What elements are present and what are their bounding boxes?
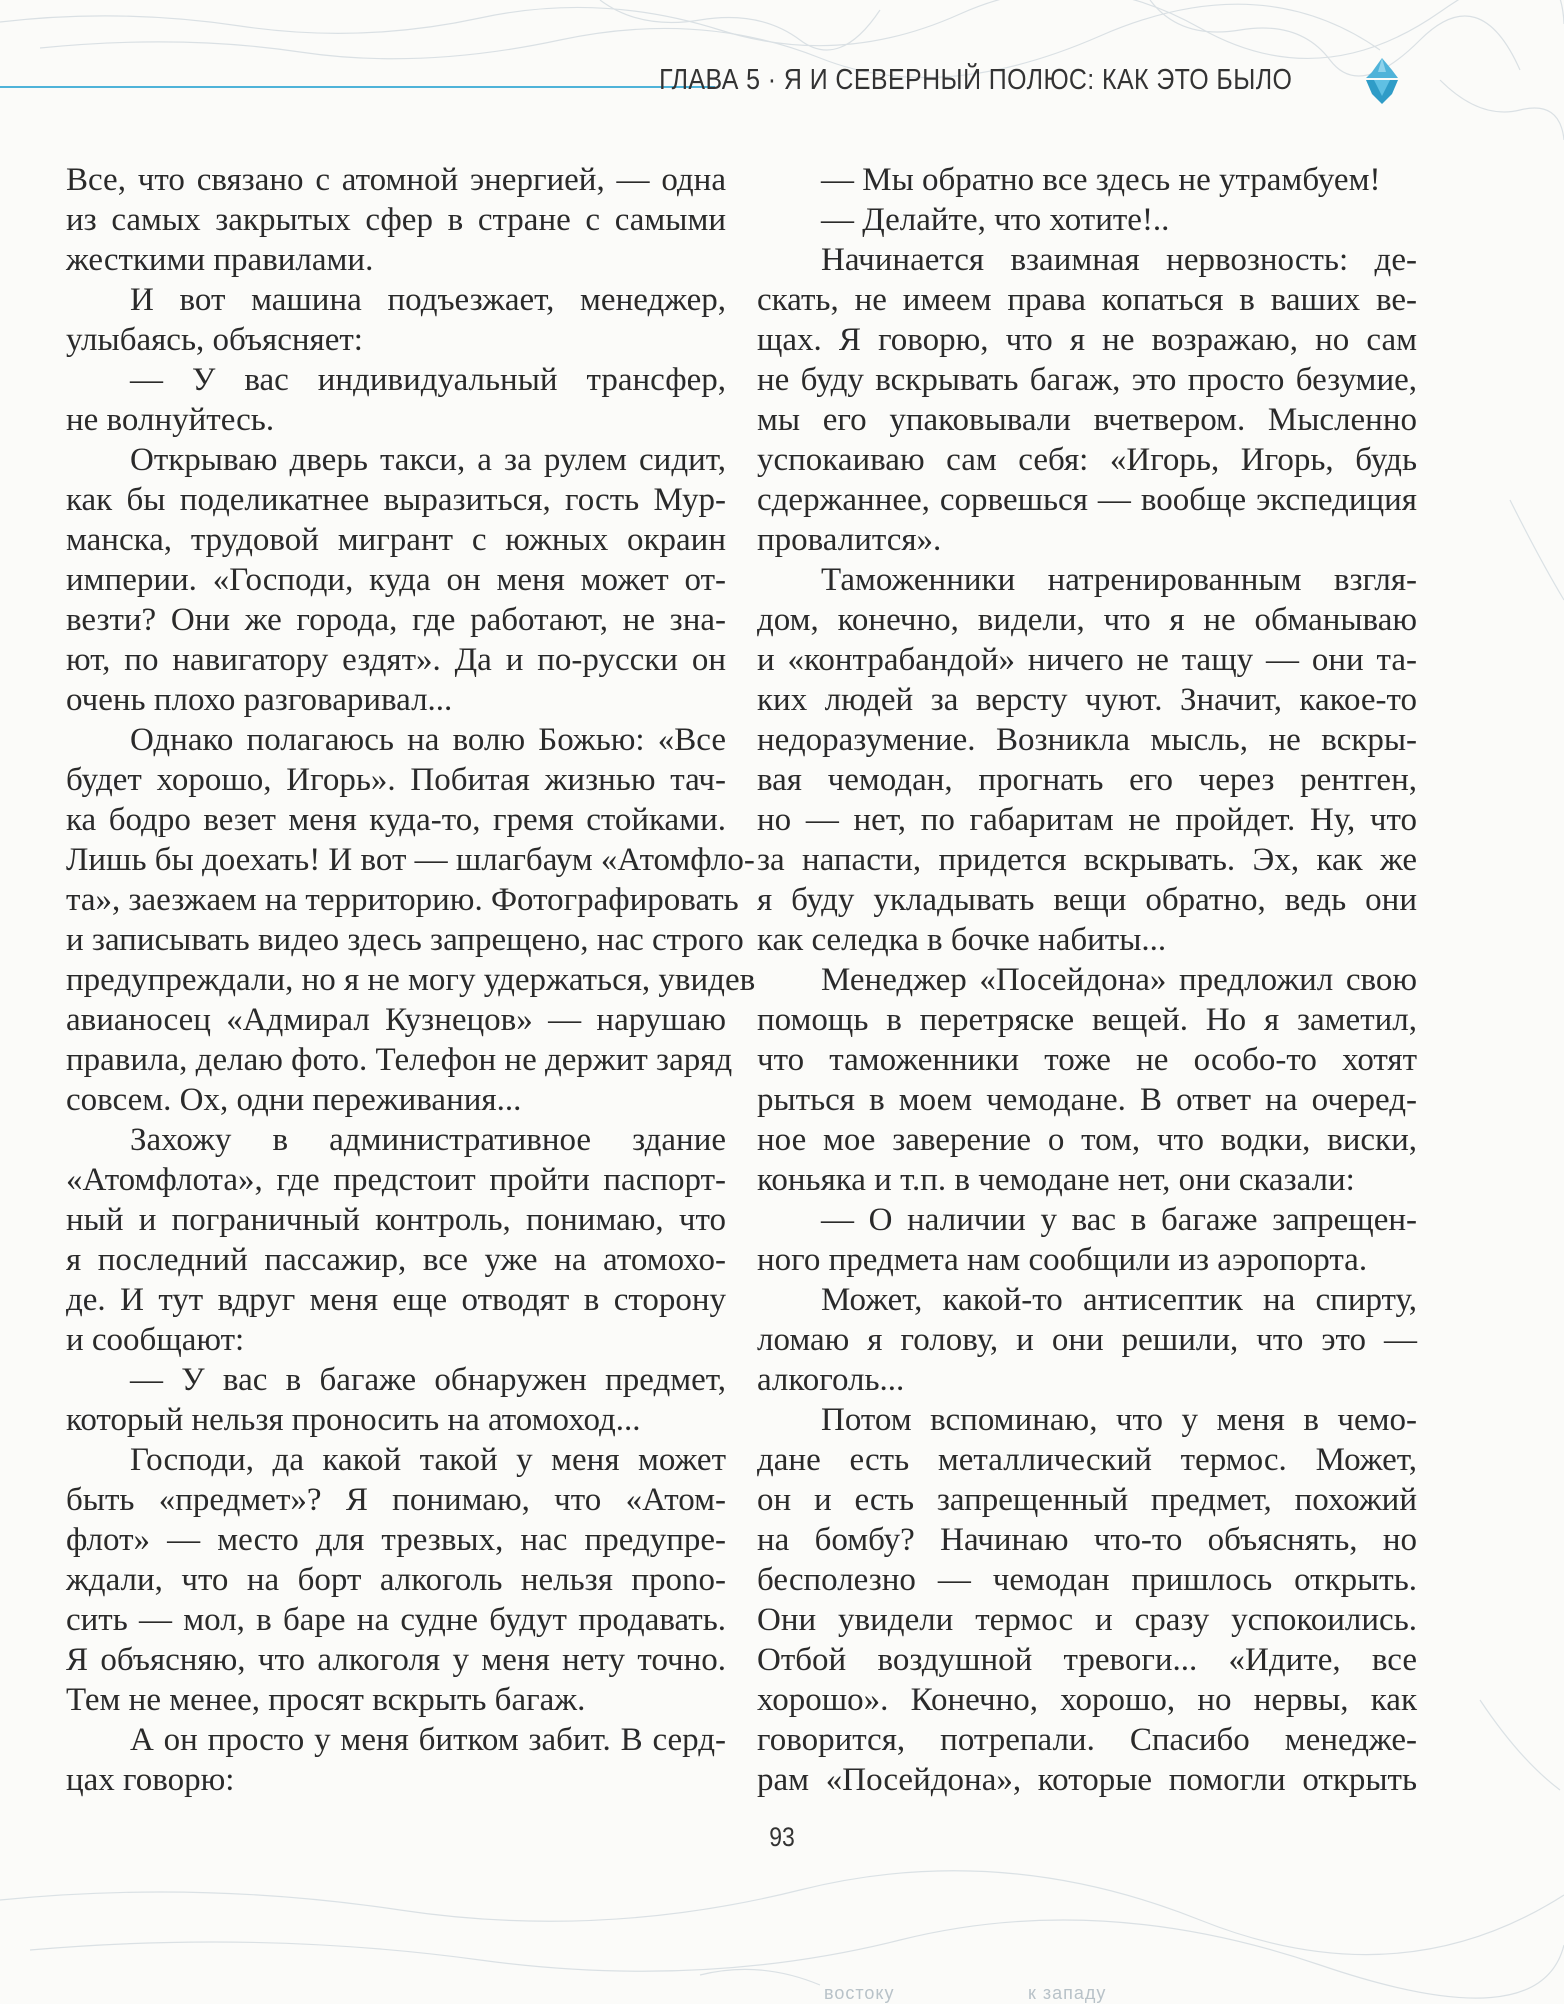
text-line: совсем. Ох, одни переживания... <box>66 1082 522 1118</box>
text-line: что таможенники тоже не особо-то хотят <box>757 1042 1417 1078</box>
text-line: мы его упаковывали вчетвером. Мысленно <box>757 402 1417 438</box>
text-line: ного предмета нам сообщили из аэропорта. <box>757 1242 1368 1278</box>
text-line: жесткими правилами. <box>66 242 374 278</box>
text-line: Может, какой-то антисептик на спирту, <box>821 1282 1417 1318</box>
text-line: «Атомфлота», где предстоит пройти паспорт- <box>66 1162 726 1198</box>
text-line: ломаю я голову, и они решили, что это — <box>757 1322 1417 1358</box>
text-line: коньяка и т.п. в чемодане нет, они сказали: <box>757 1162 1355 1198</box>
text-line: ждали, что на борт алкоголь нельзя прono- <box>66 1562 726 1598</box>
text-line: как селедка в бочке набиты... <box>757 922 1167 958</box>
text-line: не буду вскрывать багаж, это просто безумие, <box>757 362 1417 398</box>
text-line: бесполезно — чемодан пришлось открыть. <box>757 1562 1417 1598</box>
text-line: вая чемодан, прогнать его через рентген, <box>757 762 1417 798</box>
text-line: я последний пассажир, все уже на атомохо- <box>66 1242 726 1278</box>
text-line: хорошо». Конечно, хорошо, но нервы, как <box>757 1682 1417 1718</box>
text-line: Они увидели термос и сразу успокоились. <box>757 1602 1417 1638</box>
text-line: предупреждали, но я не могу удержаться, увидев <box>66 962 756 998</box>
text-line: и «контрабандой» ничего не тащу — они та- <box>757 642 1417 678</box>
text-line: очень плохо разговаривал... <box>66 682 453 718</box>
text-line: везти? Они же города, где работают, не зна- <box>66 602 726 638</box>
text-line: сить — мол, в баре на судне будут продавать. <box>66 1602 726 1638</box>
text-line: империи. «Господи, куда он меня может от- <box>66 562 726 598</box>
text-line: ка бодро везет меня куда-то, гремя стойками. <box>66 802 726 838</box>
text-line: флот» — место для трезвых, нас предупре- <box>66 1522 726 1558</box>
text-line: я буду укладывать вещи обратно, ведь они <box>757 882 1417 918</box>
text-line: — У вас в багаже обнаружен предмет, <box>130 1362 726 1398</box>
text-line: дом, конечно, видели, что я не обманываю <box>757 602 1417 638</box>
text-line: ное мое заверение о том, что водки, виски, <box>757 1122 1417 1158</box>
text-line: рыться в моем чемодане. В ответ на очеред- <box>757 1082 1417 1118</box>
text-line: Начинается взаимная нервозность: де- <box>821 242 1417 278</box>
text-line: Менеджер «Посейдона» предложил свою <box>821 962 1417 998</box>
text-line: как бы поделикатнее выразиться, гость Мур- <box>66 482 726 518</box>
text-line: манска, трудовой мигрант с южных окраин <box>66 522 726 558</box>
text-line: Отбой воздушной тревоги... «Идите, все <box>757 1642 1417 1678</box>
text-line: — Делайте, что хотите!.. <box>821 202 1170 238</box>
text-line: скать, не имеем права копаться в ваших ве- <box>757 282 1417 318</box>
text-line: но — нет, по габаритам не пройдет. Ну, что <box>757 802 1417 838</box>
text-line: цах говорю: <box>66 1762 235 1798</box>
text-line: ких людей за версту чуют. Значит, какое-то <box>757 682 1417 718</box>
text-line: и сообщают: <box>66 1322 245 1358</box>
text-line: дане есть металлический термос. Может, <box>757 1442 1417 1478</box>
text-line: правила, делаю фото. Телефон не держит заряд <box>66 1042 733 1078</box>
text-line: И вот машина подъезжает, менеджер, <box>130 282 726 318</box>
page-number: 93 <box>769 1822 795 1852</box>
text-line: Все, что связано с атомной энергией, — одна <box>66 162 726 198</box>
running-header <box>0 56 1564 116</box>
iceberg-icon <box>1352 50 1412 110</box>
text-line: и записывать видео здесь запрещено, нас строго <box>66 922 744 958</box>
text-line: Господи, да какой такой у меня может <box>130 1442 726 1478</box>
text-line: Тем не менее, просят вскрыть багаж. <box>66 1682 586 1718</box>
text-line: та», заезжаем на территорию. Фотографировать <box>66 882 739 918</box>
text-line: из самых закрытых сфер в стране с самыми <box>66 202 726 238</box>
right-text-column <box>757 160 1417 1800</box>
text-line: провалится». <box>757 522 942 558</box>
text-line: Лишь бы доехать! И вот — шлагбаум «Атомфло- <box>66 842 755 878</box>
text-line: рам «Посейдона», которые помогли открыть <box>757 1762 1417 1798</box>
text-line: улыбаясь, объясняет: <box>66 322 363 358</box>
text-line: Я объясняю, что алкоголя у меня нету точно. <box>66 1642 726 1678</box>
text-line: не волнуйтесь. <box>66 402 275 438</box>
text-line: — У вас индивидуальный трансфер, <box>130 362 726 398</box>
text-line: который нельзя проносить на атомоход... <box>66 1402 641 1438</box>
text-line: щах. Я говорю, что я не возражаю, но сам <box>757 322 1417 358</box>
text-line: быть «предмет»? Я понимаю, что «Атом- <box>66 1482 726 1518</box>
text-line: — Мы обратно все здесь не утрамбуем! <box>821 162 1381 198</box>
text-line: Открываю дверь такси, а за рулем сидит, <box>130 442 726 478</box>
text-line: — О наличии у вас в багаже запрещен- <box>821 1202 1417 1238</box>
left-text-column <box>66 160 756 1800</box>
text-line: говорится, потрепали. Спасибо менедже- <box>757 1722 1417 1758</box>
text-line: недоразумение. Возникла мысль, не вскры- <box>757 722 1417 758</box>
text-line: А он просто у меня битком забит. В серд- <box>130 1722 726 1758</box>
text-line: он и есть запрещенный предмет, похожий <box>757 1482 1417 1518</box>
text-line: ют, по навигатору ездят». Да и по-русски он <box>66 642 726 678</box>
text-line: помощь в перетряске вещей. Но я заметил, <box>757 1002 1417 1038</box>
text-line: Однако полагаюсь на волю Божью: «Все <box>130 722 726 758</box>
chapter-title: ГЛАВА 5 · Я И СЕВЕРНЫЙ ПОЛЮС: КАК ЭТО БЫЛО <box>658 64 1292 96</box>
text-line: успокаиваю сам себя: «Игорь, Игорь, будь <box>757 442 1417 478</box>
text-line: на бомбу? Начинаю что-то объяснять, но <box>757 1522 1417 1558</box>
text-line: ный и пограничный контроль, понимаю, что <box>66 1202 726 1238</box>
footer-map-label: востоку <box>824 1983 895 2003</box>
text-line: Потом вспоминаю, что у меня в чемо- <box>821 1402 1417 1438</box>
text-line: Таможенники натренированным взгля- <box>821 562 1417 598</box>
text-line: Захожу в административное здание <box>130 1122 726 1158</box>
text-line: сдержаннее, сорвешься — вообще экспедиция <box>757 482 1417 518</box>
text-line: будет хорошо, Игорь». Побитая жизнью тач- <box>66 762 726 798</box>
header-accent-line <box>0 86 715 88</box>
text-line: за напасти, придется вскрывать. Эх, как же <box>757 842 1417 878</box>
text-line: авианосец «Адмирал Кузнецов» — нарушаю <box>66 1002 726 1038</box>
text-line: алкоголь... <box>757 1362 905 1398</box>
text-line: де. И тут вдруг меня еще отводят в сторону <box>66 1282 726 1318</box>
footer-map-label: к западу <box>1028 1983 1107 2003</box>
